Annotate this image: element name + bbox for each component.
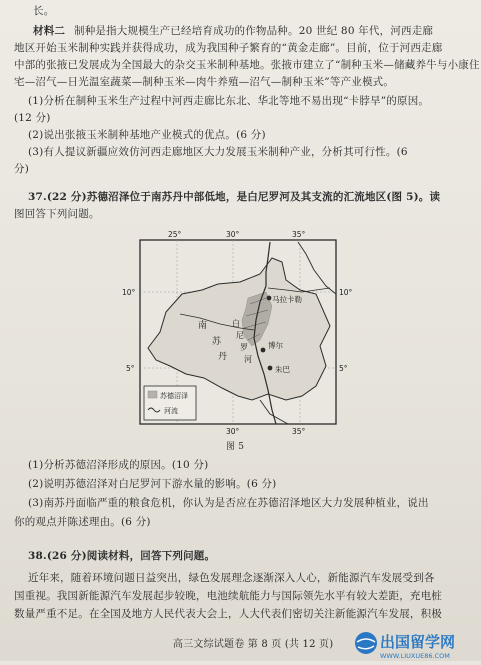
question-text: (3)南苏丹面临严重的粮食危机，你认为是否应在苏德沼泽地区大力发展种植业，说出 — [28, 497, 429, 509]
globe-icon — [355, 632, 377, 654]
watermark-url: WWW.LIUXUE86.COM — [380, 652, 450, 660]
question-text: (1)分析苏德沼泽形成的原因。(10 分) — [28, 459, 209, 471]
label-white: 白 — [232, 319, 240, 328]
label-dan: 丹 — [218, 352, 228, 362]
text-line: 宅—沼气—日光温室蔬菜—制种玉米—肉牛养殖—沼气—制种玉米”等产业模式。 — [14, 76, 395, 88]
question-text: (12 分) — [14, 112, 51, 124]
lon-label: 35° — [292, 427, 306, 436]
label-south: 南 — [198, 321, 208, 331]
lat-label: 5° — [126, 364, 135, 373]
lat-label: 5° — [339, 364, 348, 373]
bor-dot — [261, 348, 266, 353]
text-line: 近年来，随着环境问题日益突出，绿色发展理念逐渐深入人心，新能源汽车发展受到各 — [28, 572, 435, 584]
watermark-logo — [352, 628, 480, 661]
lat-label: 10° — [122, 288, 136, 297]
question-text: (2)说明苏德沼泽对白尼罗河下游水量的影响。(6 分) — [28, 478, 277, 490]
question-text: (1)分析在制种玉米生产过程中河西走廊比东北、华北等地不易出现“卡脖旱”的原因。 — [28, 95, 430, 107]
question-text: (3)有人提议新疆应效仿河西走廊地区大力发展玉米制种产业，分析其可行性。(6 — [28, 146, 408, 158]
juba-dot — [268, 366, 273, 371]
question-text: 图回答下列问题。 — [14, 208, 100, 220]
lon-label: 30° — [226, 427, 240, 436]
question-text: 你的观点并陈述理由。(6 分) — [14, 516, 151, 528]
figure-caption: 图 5 — [226, 442, 245, 452]
material-label: 材料二 — [33, 25, 66, 37]
label-bor: 博尔 — [268, 341, 283, 350]
legend-swamp-swatch — [148, 391, 157, 398]
label-juba: 朱巴 — [275, 365, 290, 374]
text-line: 地区开始玉米制种实践并获得成功，成为我国种子繁育的“黄金走廊”。目前，位于河西走廊 — [14, 42, 443, 54]
label-luo: 罗 — [240, 343, 248, 352]
question-text: (2)说出张掖玉米制种基地产业模式的优点。(6 分) — [28, 129, 266, 141]
question-text: 分) — [14, 163, 29, 175]
sudd-swamp-map — [120, 228, 353, 436]
text-line: 中部的张掖已发展成为全国最大的杂交玉米制种基地。张掖市建立了“制种玉米—储藏养牛与小康住 — [14, 59, 480, 71]
text-line: 国重视。我国新能源汽车发展起步较晚，电池续航能力与国际领先水平有较大差距，充电桩 — [14, 590, 442, 602]
label-nile: 尼 — [236, 331, 244, 340]
question-37: 37.(22 分)苏德沼泽位于南苏丹中部低地，是白尼罗河及其支流的汇流地区(图 5)。读 — [28, 191, 441, 203]
lat-label: 10° — [339, 288, 353, 297]
page-footer: 高三文综试题卷 第 8 页 (共 12 页) — [173, 639, 334, 650]
label-sudan: 苏 — [212, 337, 222, 347]
label-malakal: 马拉卡勒 — [272, 295, 302, 304]
text-line: 制种是指大规模生产已经培育成功的作物品种。20 世纪 80 年代，河西走廊 — [74, 25, 434, 37]
legend-swamp-label: 苏德沼泽 — [160, 392, 188, 400]
question-38: 38.(26 分)阅读材料，回答下列问题。 — [28, 550, 216, 562]
lon-label: 35° — [292, 230, 306, 239]
label-he: 河 — [244, 355, 252, 364]
watermark-name: 出国留学网 — [380, 633, 456, 651]
text-line: 数量严重不足。在全国及地方人民代表大会上，人大代表们密切关注新能源汽车发展，积极 — [14, 608, 442, 620]
legend-river-label: 河流 — [164, 407, 178, 415]
lon-label: 30° — [226, 230, 240, 239]
text-line: 长。 — [33, 5, 55, 17]
malakal-dot — [267, 296, 272, 301]
lon-label: 25° — [168, 230, 182, 239]
